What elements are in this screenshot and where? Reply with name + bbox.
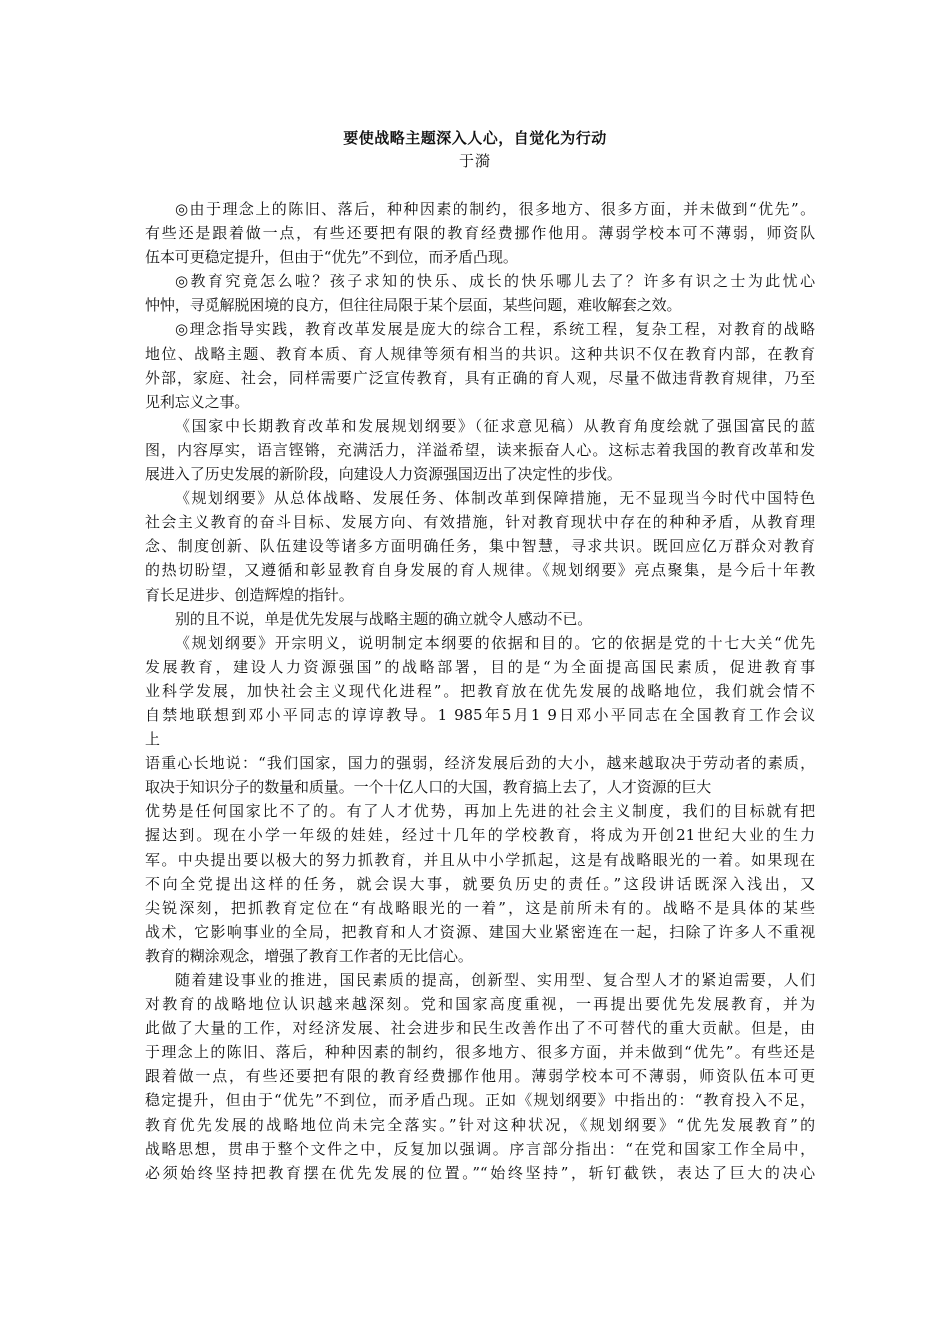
body-line: 随着建设事业的推进，国民素质的提高，创新型、实用型、复合型人才的紧迫需要，人们 — [175, 971, 815, 989]
body-line: 此做了大量的工作，对经济发展、社会进步和民生改善作出了不可替代的重大贡献。但是，由 — [145, 1019, 815, 1038]
body-line: 《国家中长期教育改革和发展规划纲要》（征求意见稿）从教育角度绘就了强国富民的蓝 — [175, 416, 815, 435]
body-line: ◎教育究竟怎么啦？孩子求知的快乐、成长的快乐哪儿去了？许多有识之士为此忧心 — [175, 272, 815, 291]
body-line: 社会主义教育的奋斗目标、发展方向、有效措施，针对教育现状中存在的种种矛盾，从教育理 — [145, 513, 815, 532]
body-line: 跟着做一点，有些还要把有限的教育经费挪作他用。薄弱学校本可不薄弱，师资队伍本可更 — [145, 1067, 815, 1086]
body-line: 于理念上的陈旧、落后，种种因素的制约，很多地方、很多方面，并未做到“优先”。有些还是 — [145, 1043, 815, 1062]
body-line: ◎由于理念上的陈旧、落后，种种因素的制约，很多地方、很多方面，并未做到“优先”。 — [175, 200, 815, 218]
body-line: 教育优先发展的战略地位尚未完全落实。”针对这种状况，《规划纲要》“优先发展教育”的 — [145, 1115, 815, 1134]
body-line: 的热切盼望，又遵循和彰显教育自身发展的育人规律。《规划纲要》亮点聚集，是今后十年教 — [145, 561, 815, 580]
body-line: 自禁地联想到邓小平同志的谆谆教导。1 985年5月1 9日邓小平同志在全国教育工作会议 — [145, 705, 815, 724]
body-line: 有些还是跟着做一点，有些还要把有限的教育经费挪作他用。薄弱学校本可不薄弱，师资队 — [145, 224, 815, 243]
body-line: 取决于知识分子的数量和质量。一个十亿人口的大国，教育搞上去了，人才资源的巨大 — [145, 778, 712, 797]
body-line: 地位、战略主题、教育本质、育人规律等须有相当的共识。这种共识不仅在教育内部，在教育 — [145, 344, 815, 363]
body-line: 握达到。现在小学一年级的娃娃，经过十几年的学校教育，将成为开创21世纪大业的生力 — [145, 826, 815, 845]
body-line: 上 — [145, 730, 160, 749]
body-line: 战略思想，贯串于整个文件之中，反复加以强调。序言部分指出：“在党和国家工作全局中， — [145, 1139, 815, 1158]
document-body — [145, 197, 815, 1185]
body-line: 对教育的战略地位认识越来越深刻。党和国家高度重视，一再提出要优先发展教育，并为 — [145, 995, 815, 1014]
body-line: 忡忡，寻觅解脱困境的良方，但往往局限于某个层面，某些问题，难收解套之效。 — [145, 296, 682, 315]
body-line: 不向全党提出这样的任务，就会误大事，就要负历史的责任。”这段讲话既深入浅出，又 — [145, 874, 815, 893]
body-line: 语重心长地说：“我们国家，国力的强弱，经济发展后劲的大小，越来越取决于劳动者的素质， — [145, 754, 815, 773]
document-author: 于漪 — [458, 152, 491, 170]
body-line: 业科学发展，加快社会主义现代化进程”。把教育放在优先发展的战略地位，我们就会情不 — [145, 681, 815, 700]
body-line: 尖锐深刻，把抓教育定位在“有战略眼光的一着”，这是前所未有的。战略不是具体的某些 — [145, 898, 815, 917]
body-line: 育长足进步、创造辉煌的指针。 — [145, 585, 354, 604]
body-line: 念、制度创新、队伍建设等诸多方面明确任务，集中智慧，寻求共识。既回应亿万群众对教育 — [145, 537, 815, 556]
body-line: 战术，它影响事业的全局，把教育和人才资源、建国大业紧密连在一起，扫除了许多人不重视 — [145, 922, 815, 941]
body-line: 见利忘义之事。 — [145, 392, 250, 411]
body-line: 必须始终坚持把教育摆在优先发展的位置。”“始终坚持”，斩钉截铁，表达了巨大的决心 — [145, 1163, 815, 1182]
body-line: 外部，家庭、社会，同样需要广泛宣传教育，具有正确的育人观，尽量不做违背教育规律，乃至 — [145, 368, 815, 387]
body-line: 优势是任何国家比不了的。有了人才优势，再加上先进的社会主义制度，我们的目标就有把 — [145, 802, 815, 821]
body-line: ◎理念指导实践，教育改革发展是庞大的综合工程，系统工程，复杂工程，对教育的战略 — [175, 320, 815, 339]
document-title: 要使战略主题深入人心，自觉化为行动 — [343, 129, 607, 147]
body-line: 图，内容厚实，语言铿锵，充满活力，洋溢希望，读来振奋人心。这标志着我国的教育改革和发 — [145, 440, 815, 459]
body-line: 《规划纲要》开宗明义，说明制定本纲要的依据和目的。它的依据是党的十七大关“优先 — [175, 633, 815, 652]
body-line: 伍本可更稳定提升，但由于“优先”不到位，而矛盾凸现。 — [145, 248, 518, 267]
body-line: 教育的糊涂观念，增强了教育工作者的无比信心。 — [145, 946, 473, 965]
body-line: 《规划纲要》从总体战略、发展任务、体制改革到保障措施，无不显现当今时代中国特色 — [175, 489, 815, 508]
body-line: 别的且不说，单是优先发展与战略主题的确立就令人感动不已。 — [175, 609, 593, 628]
body-line: 军。中央提出要以极大的努力抓教育，并且从中小学抓起，这是有战略眼光的一着。如果现在 — [145, 850, 815, 869]
body-line: 发展教育，建设人力资源强国”的战略部署，目的是“为全面提高国民素质，促进教育事 — [145, 657, 815, 676]
body-line: 展进入了历史发展的新阶段，向建设人力资源强国迈出了决定性的步伐。 — [145, 465, 622, 484]
body-line: 稳定提升，但由于“优先”不到位，而矛盾凸现。正如《规划纲要》中指出的：“教育投入不足， — [145, 1091, 815, 1110]
